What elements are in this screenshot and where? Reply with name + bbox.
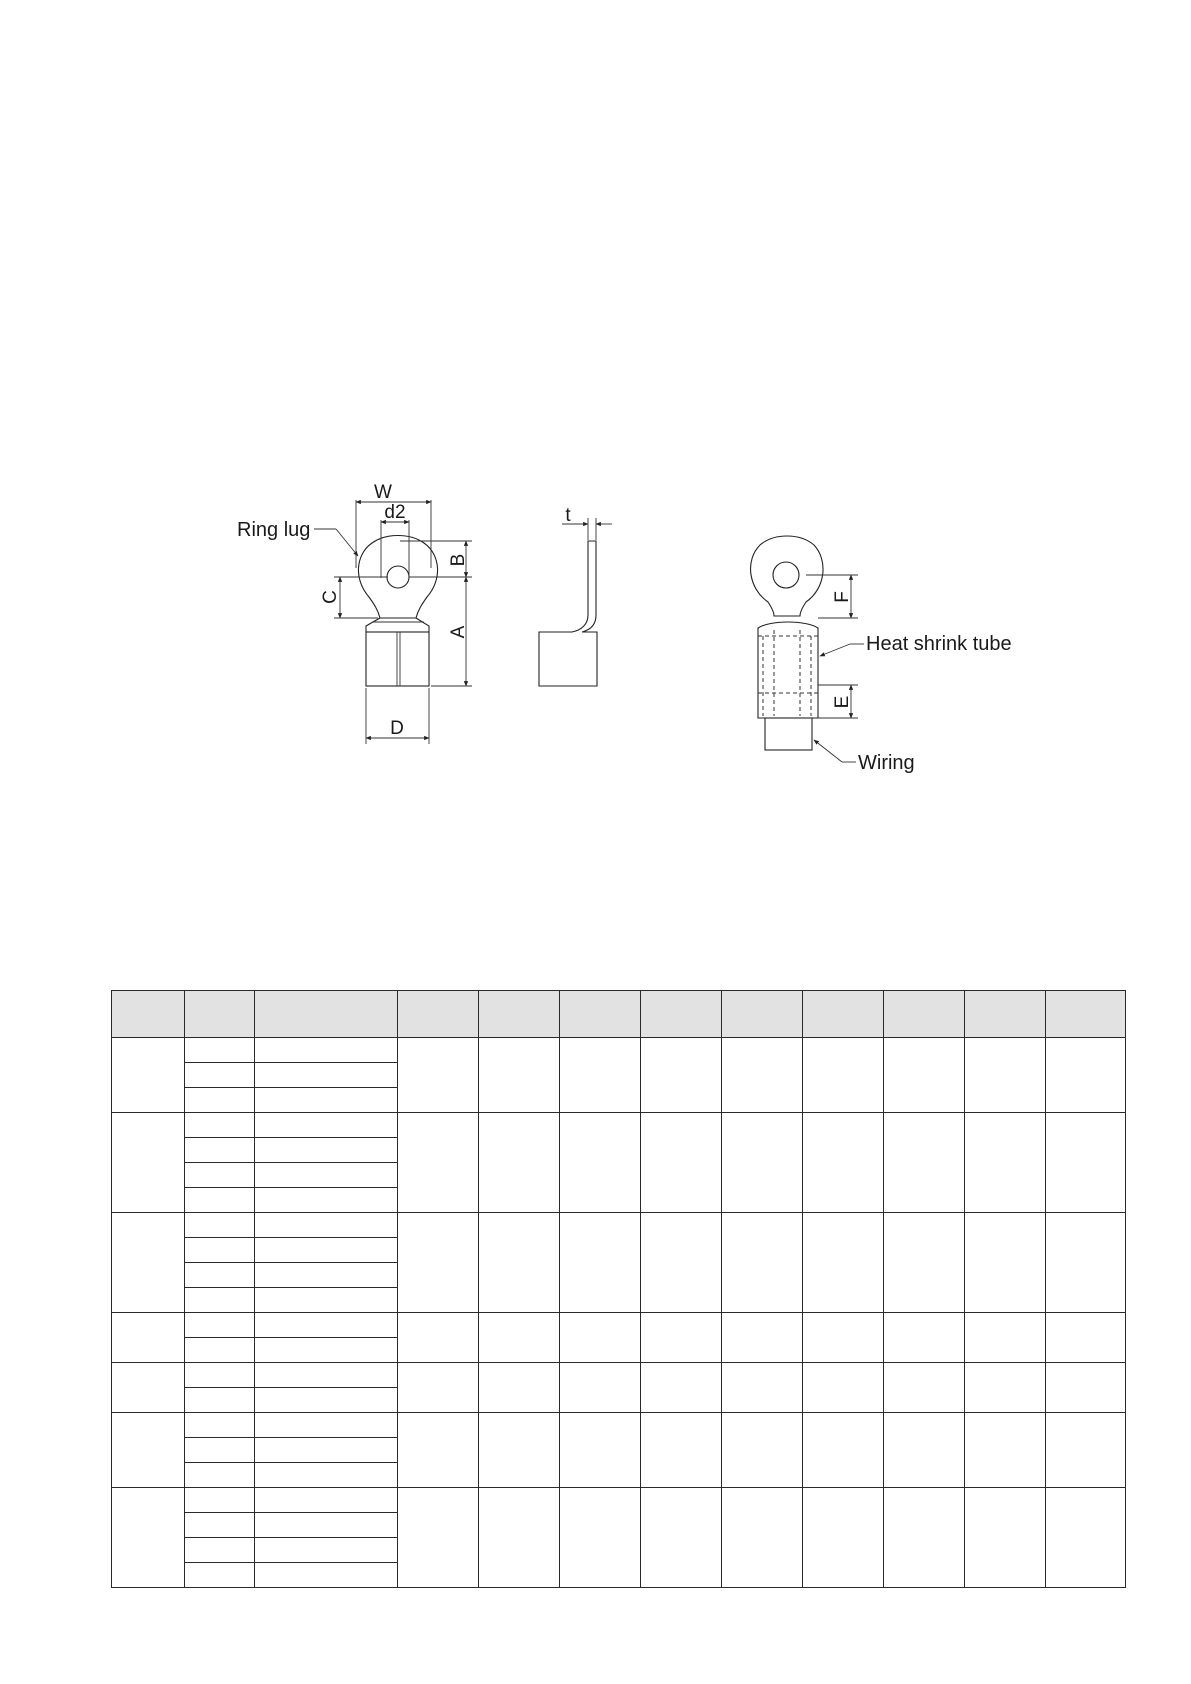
dim-label-f: F xyxy=(832,591,853,603)
row-cell xyxy=(255,1513,398,1538)
group-value-cell xyxy=(722,1213,803,1313)
row-cell xyxy=(255,1263,398,1288)
group-value-cell xyxy=(479,1413,560,1488)
header-cell xyxy=(185,991,255,1038)
group-value-cell xyxy=(641,1363,722,1413)
row-cell xyxy=(255,1288,398,1313)
row-cell xyxy=(255,1413,398,1438)
row-cell xyxy=(185,1463,255,1488)
group-label-cell xyxy=(112,1488,185,1588)
header-cell xyxy=(479,991,560,1038)
group-value-cell xyxy=(965,1313,1046,1363)
row-cell xyxy=(255,1388,398,1413)
row-cell xyxy=(255,1138,398,1163)
row-cell xyxy=(185,1488,255,1513)
group-value-cell xyxy=(479,1113,560,1213)
callout-wiring: Wiring xyxy=(858,752,915,774)
header-cell xyxy=(884,991,965,1038)
group-value-cell xyxy=(803,1113,884,1213)
callout-ring-lug: Ring lug xyxy=(237,519,311,541)
row-cell xyxy=(255,1113,398,1138)
group-value-cell xyxy=(560,1363,641,1413)
front-view-ring-lug xyxy=(237,482,472,744)
group-value-cell xyxy=(398,1488,479,1588)
row-cell xyxy=(255,1363,398,1388)
group-value-cell xyxy=(884,1213,965,1313)
row-cell xyxy=(255,1563,398,1588)
row-cell xyxy=(255,1488,398,1513)
header-cell xyxy=(560,991,641,1038)
group-value-cell xyxy=(641,1488,722,1588)
dim-label-w: W xyxy=(374,482,392,503)
insulated-view xyxy=(751,536,1012,774)
row-cell xyxy=(185,1138,255,1163)
header-cell xyxy=(112,991,185,1038)
group-value-cell xyxy=(803,1488,884,1588)
row-cell xyxy=(185,1238,255,1263)
row-cell xyxy=(185,1213,255,1238)
table-row xyxy=(112,1038,1126,1063)
group-value-cell xyxy=(722,1363,803,1413)
row-cell xyxy=(185,1563,255,1588)
group-value-cell xyxy=(722,1488,803,1588)
row-cell xyxy=(185,1163,255,1188)
group-value-cell xyxy=(965,1363,1046,1413)
row-cell xyxy=(255,1088,398,1113)
header-cell xyxy=(398,991,479,1038)
header-cell xyxy=(641,991,722,1038)
row-cell xyxy=(255,1438,398,1463)
group-value-cell xyxy=(560,1488,641,1588)
header-cell xyxy=(965,991,1046,1038)
group-value-cell xyxy=(722,1313,803,1363)
group-value-cell xyxy=(560,1038,641,1113)
spec-table-header xyxy=(112,991,1126,1038)
spec-table xyxy=(111,990,1126,1588)
row-cell xyxy=(185,1313,255,1338)
group-value-cell xyxy=(1046,1113,1126,1213)
group-value-cell xyxy=(1046,1038,1126,1113)
group-value-cell xyxy=(398,1038,479,1113)
group-value-cell xyxy=(884,1413,965,1488)
dim-label-b: B xyxy=(448,553,469,567)
group-value-cell xyxy=(803,1313,884,1363)
group-value-cell xyxy=(641,1113,722,1213)
header-row xyxy=(112,991,1126,1038)
row-cell xyxy=(255,1038,398,1063)
group-label-cell xyxy=(112,1413,185,1488)
row-cell xyxy=(185,1363,255,1388)
row-cell xyxy=(185,1438,255,1463)
row-cell xyxy=(185,1088,255,1113)
table-row xyxy=(112,1413,1126,1438)
group-value-cell xyxy=(398,1313,479,1363)
group-label-cell xyxy=(112,1113,185,1213)
group-value-cell xyxy=(1046,1213,1126,1313)
group-value-cell xyxy=(479,1213,560,1313)
table-row xyxy=(112,1363,1126,1388)
row-cell xyxy=(185,1188,255,1213)
row-cell xyxy=(185,1413,255,1438)
group-value-cell xyxy=(803,1213,884,1313)
group-label-cell xyxy=(112,1213,185,1313)
dim-label-c: C xyxy=(320,590,341,604)
group-value-cell xyxy=(1046,1363,1126,1413)
group-value-cell xyxy=(965,1113,1046,1213)
table-row xyxy=(112,1488,1126,1513)
group-value-cell xyxy=(560,1113,641,1213)
group-value-cell xyxy=(803,1413,884,1488)
group-value-cell xyxy=(884,1038,965,1113)
dim-label-e: E xyxy=(832,695,853,709)
group-value-cell xyxy=(479,1038,560,1113)
group-value-cell xyxy=(560,1313,641,1363)
group-value-cell xyxy=(398,1363,479,1413)
row-cell xyxy=(185,1538,255,1563)
row-cell xyxy=(255,1238,398,1263)
callout-heat-shrink-tube: Heat shrink tube xyxy=(866,633,1012,655)
group-value-cell xyxy=(884,1313,965,1363)
group-value-cell xyxy=(641,1038,722,1113)
header-cell xyxy=(803,991,884,1038)
row-cell xyxy=(185,1113,255,1138)
header-cell xyxy=(255,991,398,1038)
group-value-cell xyxy=(398,1113,479,1213)
group-value-cell xyxy=(884,1363,965,1413)
group-value-cell xyxy=(560,1213,641,1313)
dim-label-t: t xyxy=(565,505,571,526)
row-cell xyxy=(185,1338,255,1363)
group-value-cell xyxy=(641,1413,722,1488)
row-cell xyxy=(185,1063,255,1088)
row-cell xyxy=(185,1388,255,1413)
row-cell xyxy=(255,1463,398,1488)
row-cell xyxy=(185,1263,255,1288)
group-value-cell xyxy=(1046,1488,1126,1588)
group-value-cell xyxy=(398,1413,479,1488)
group-label-cell xyxy=(112,1363,185,1413)
header-cell xyxy=(1046,991,1126,1038)
group-value-cell xyxy=(965,1038,1046,1113)
group-value-cell xyxy=(641,1313,722,1363)
spec-table-body xyxy=(112,1038,1126,1588)
group-value-cell xyxy=(398,1213,479,1313)
group-value-cell xyxy=(479,1488,560,1588)
row-cell xyxy=(185,1288,255,1313)
group-value-cell xyxy=(803,1038,884,1113)
row-cell xyxy=(255,1188,398,1213)
row-cell xyxy=(185,1038,255,1063)
group-value-cell xyxy=(965,1213,1046,1313)
row-cell xyxy=(255,1338,398,1363)
row-cell xyxy=(255,1538,398,1563)
table-row xyxy=(112,1313,1126,1338)
dim-label-a: A xyxy=(448,625,469,639)
group-value-cell xyxy=(1046,1413,1126,1488)
table-row xyxy=(112,1213,1126,1238)
group-value-cell xyxy=(884,1488,965,1588)
group-value-cell xyxy=(560,1413,641,1488)
side-view xyxy=(539,505,612,686)
row-cell xyxy=(255,1063,398,1088)
header-cell xyxy=(722,991,803,1038)
group-value-cell xyxy=(884,1113,965,1213)
row-cell xyxy=(185,1513,255,1538)
group-value-cell xyxy=(722,1113,803,1213)
dim-label-d2: d2 xyxy=(384,502,406,523)
group-value-cell xyxy=(1046,1313,1126,1363)
group-value-cell xyxy=(722,1413,803,1488)
group-label-cell xyxy=(112,1313,185,1363)
group-value-cell xyxy=(965,1488,1046,1588)
group-value-cell xyxy=(722,1038,803,1113)
group-label-cell xyxy=(112,1038,185,1113)
row-cell xyxy=(255,1213,398,1238)
table-row xyxy=(112,1113,1126,1138)
row-cell xyxy=(255,1163,398,1188)
dim-label-d: D xyxy=(390,718,404,739)
group-value-cell xyxy=(965,1413,1046,1488)
group-value-cell xyxy=(479,1363,560,1413)
group-value-cell xyxy=(641,1213,722,1313)
group-value-cell xyxy=(479,1313,560,1363)
row-cell xyxy=(255,1313,398,1338)
group-value-cell xyxy=(803,1363,884,1413)
